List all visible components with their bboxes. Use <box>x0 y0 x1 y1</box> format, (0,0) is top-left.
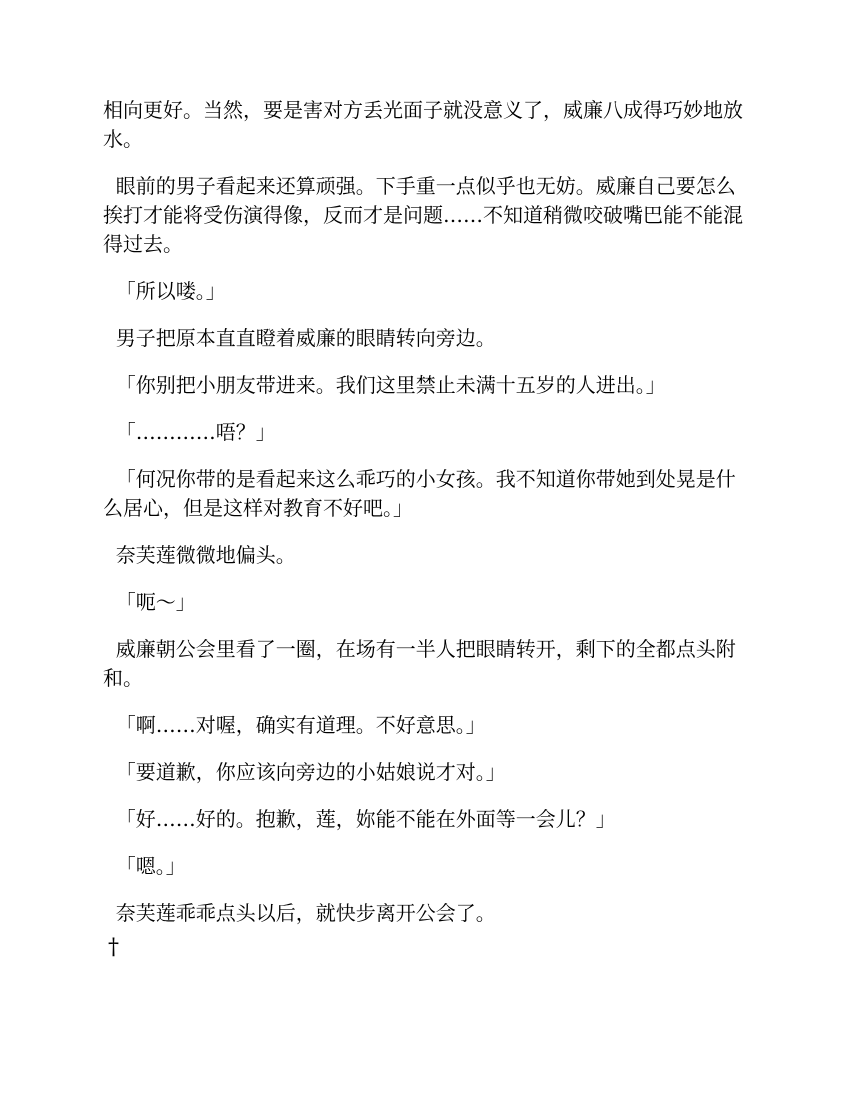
paragraph: 男子把原本直直瞪着威廉的眼睛转向旁边。 <box>103 326 496 350</box>
paragraph: 「啊……对喔，确实有道理。不好意思。」 <box>103 713 486 737</box>
paragraph: 「嗯。」 <box>103 854 186 878</box>
paragraph: 「何况你带的是看起来这么乖巧的小女孩。我不知道你带她到处晃是什么居心，但是这样对教育不好吧。」 <box>103 467 736 520</box>
paragraph: 威廉朝公会里看了一圈，在场有一半人把眼睛转开，剩下的全都点头附和。 <box>103 637 736 690</box>
paragraph: 眼前的男子看起来还算顽强。下手重一点似乎也无妨。威廉自己要怎么挨打才能将受伤演得像，反而才是问题……不知道稍微咬破嘴巴能不能混得过去。 <box>103 174 743 256</box>
paragraph: 「所以喽。」 <box>103 279 226 303</box>
paragraph: 「你别把小朋友带进来。我们这里禁止未满十五岁的人进出。」 <box>103 373 666 397</box>
paragraph: 「呃～」 <box>103 590 196 614</box>
paragraph: 奈芙莲微微地偏头。 <box>103 543 296 567</box>
paragraph: 相向更好。当然，要是害对方丢光面子就没意义了，威廉八成得巧妙地放水。 <box>103 98 743 151</box>
paragraph: 「…………唔？」 <box>103 420 276 444</box>
paragraph: 「好……好的。抱歉，莲，妳能不能在外面等一会儿？」 <box>103 807 616 831</box>
paragraph: 「要道歉，你应该向旁边的小姑娘说才对。」 <box>103 760 506 784</box>
document-body <box>103 96 753 946</box>
section-divider-dagger: † <box>108 935 119 960</box>
paragraph: 奈芙莲乖乖点头以后，就快步离开公会了。 <box>103 901 496 925</box>
